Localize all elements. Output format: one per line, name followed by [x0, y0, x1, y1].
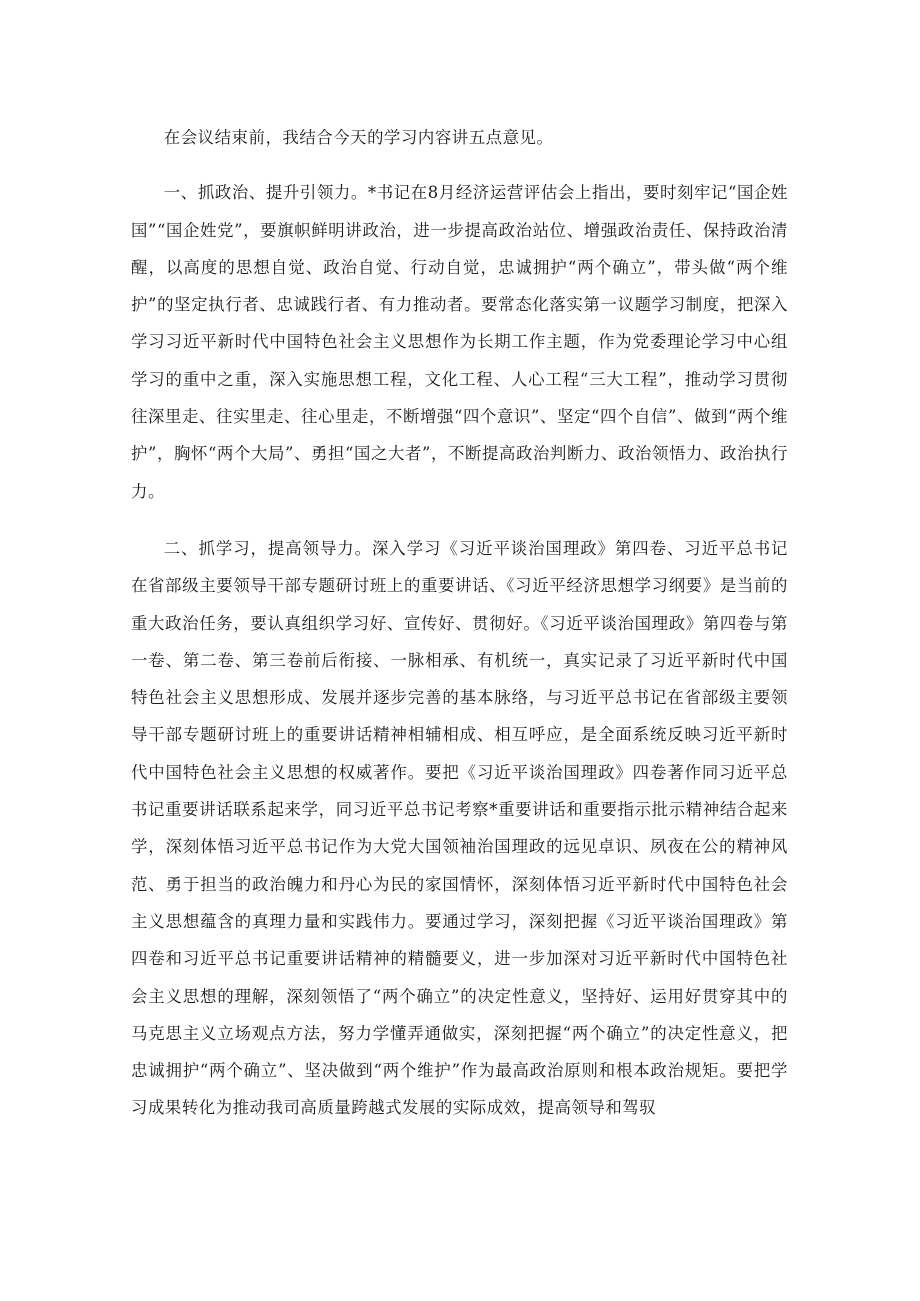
paragraph-politics: 一、抓政治、提升引领力。*书记在8月经济运营评估会上指出，要时刻牢记“国企姓国”“国企姓党”，要旗帜鲜明讲政治，进一步提高政治站位、增强政治责任、保持政治清醒，以高度的思想自觉、政治自觉、行动自觉，忠诚拥护“两个确立”，带头做“两个维护”的坚定执行者、忠诚践行者、有力推动者。要常态化落实第一议题学习制度，把深入学习习近平新时代中国特色社会主义思想作为长期工作主题，作为党委理论学习中心组学习的重中之重，深入实施思想工程，文化工程、人心工程“三大工程”，推动学习贯彻往深里走、往实里走、往心里走，不断增强“四个意识”、坚定“四个自信”、做到“两个维护”，胸怀“两个大局”、勇担“国之大者”，不断提高政治判断力、政治领悟力、政治执行力。	[131, 183, 788, 501]
intro-paragraph: 在会议结束前，我结合今天的学习内容讲五点意见。	[163, 128, 554, 147]
document-body	[131, 119, 788, 1147]
paragraph-study: 二、抓学习，提高领导力。深入学习《习近平谈治国理政》第四卷、习近平总书记在省部级主要领导干部专题研讨班上的重要讲话、《习近平经济思想学习纲要》是当前的重大政治任务，要认真组织学习好、宣传好、贯彻好。《习近平谈治国理政》第四卷与第一卷、第二卷、第三卷前后衔接、一脉相承、有机统一，真实记录了习近平新时代中国特色社会主义思想形成、发展并逐步完善的基本脉络，与习近平总书记在省部级主要领导干部专题研讨班上的重要讲话精神相辅相成、相互呼应，是全面系统反映习近平新时代中国特色社会主义思想的权威著作。要把《习近平谈治国理政》四卷著作同习近平总书记重要讲话联系起来学，同习近平总书记考察*重要讲话和重要指示批示精神结合起来学，深刻体悟习近平总书记作为大党大国领袖治国理政的远见卓识、夙夜在公的精神风范、勇于担当的政治魄力和丹心为民的家国情怀，深刻体悟习近平新时代中国特色社会主义思想蕴含的真理力量和实践伟力。要通过学习，深刻把握《习近平谈治国理政》第四卷和习近平总书记重要讲话精神的精髓要义，进一步加深对习近平新时代中国特色社会主义思想的理解，深刻领悟了“两个确立”的决定性意义，坚持好、运用好贯穿其中的马克思主义立场观点方法，努力学懂弄通做实，深刻把握“两个确立”的决定性意义，把忠诚拥护“两个确立”、坚决做到“两个维护”作为最高政治原则和根本政治规矩。要把学习成果转化为推动我司高质量跨越式发展的实际成效，提高领导和驾驭	[131, 538, 788, 1118]
